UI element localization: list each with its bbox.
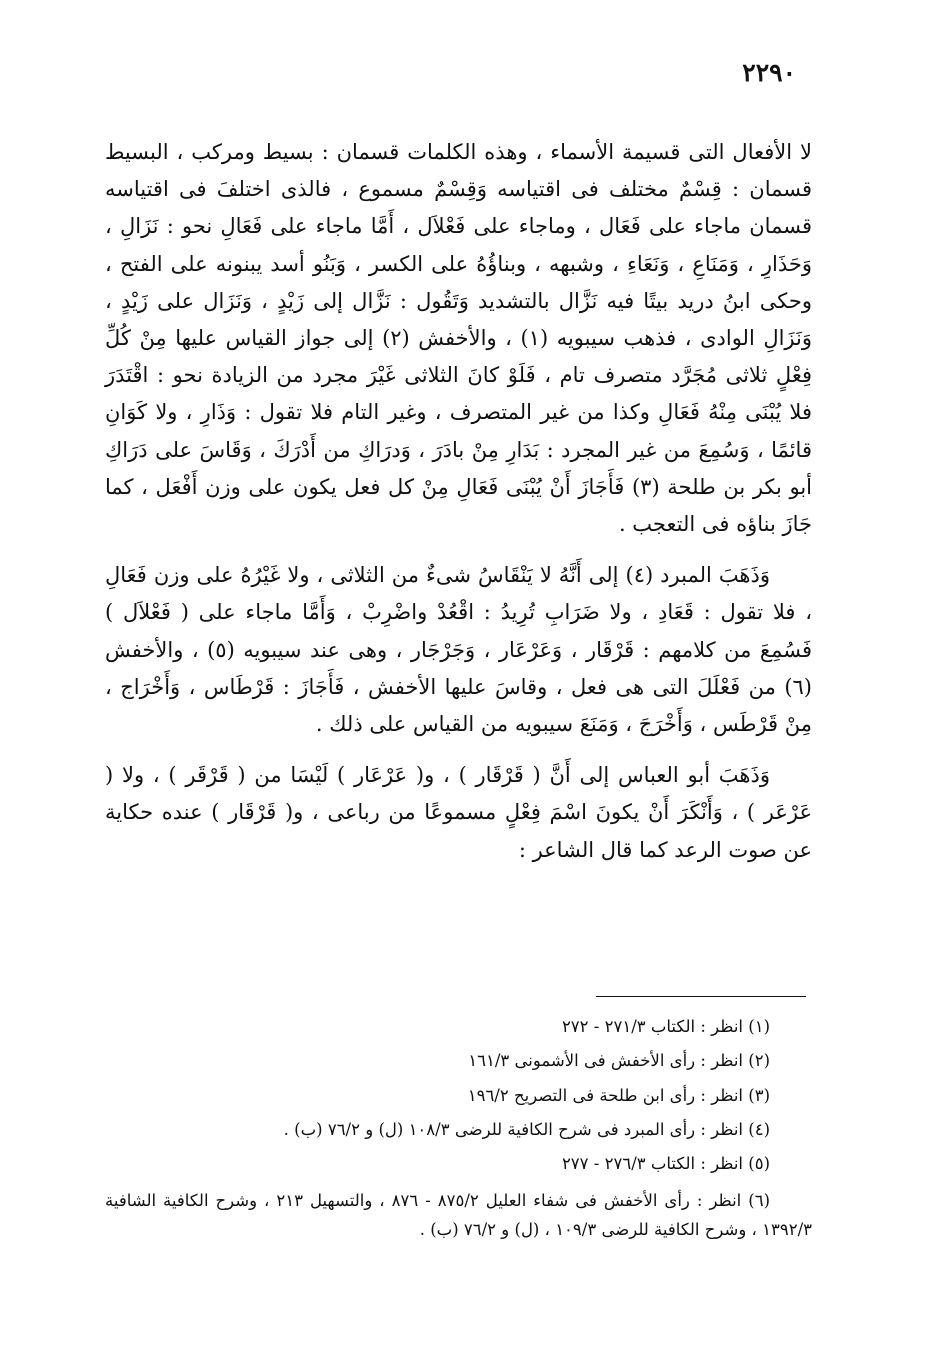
footnote: (١) انظر : الكتاب ٢٧١/٣ - ٢٧٢ (561, 1017, 770, 1036)
footnotes (105, 1010, 812, 1244)
body-paragraph: وَذَهَبَ المبرد (٤) إلى أَنَّهُ لا يَنْقَاسُ شىءٌ من الثلاثى ، ولا غَيْرُهُ على وزن فَعَالِ ، فلا تقول : قَعَادِ ، ولا ضَرَابِ تُرِيدُ : اقْعُدْ واضْرِبْ ، وَأَمَّا ماجاء على ( فَعْلاَل ) فَسُمِعَ من كلامهم : قَرْقَار ، وَعَرْعَار ، وَجَرْجَار ، وهى عند سيبويه (٥) ، والأخفش (٦) من فَعْلَلَ التى هى فعل ، وقاسَ عليها الأخفش ، فَأَجَازَ : قَرْطَاس ، وَأَخْرَاج ، مِنْ قَرْطَس ، وَأَخْرَجَ ، وَمَنَعَ سيبويه من القياس على ذلك . (105, 563, 812, 737)
footnote: (٥) انظر : الكتاب ٢٧٦/٣ - ٢٧٧ (561, 1154, 770, 1174)
body-paragraph: لا الأفعال التى قسيمة الأسماء ، وهذه الكلمات قسمان : بسيط ومركب ، البسيط قسمان : قِسْمٌ مختلف فى اقتياسه وَقِسْمٌ مسموع ، فالذى اختلفَ فى اقتياسه قسمان ماجاء على فَعَال ، وماجاء على فَعْلاَل ، أَمَّا ماجاء على فَعَالِ نحو : نَزَالِ ، وَحَذَارِ ، وَمَنَاعِ ، وَنَعَاءِ ، وشبهه ، وبناؤُهُ على الكسر ، وَبَنُو أسد يبنونه على الفتح ، وحكى ابنُ دريد بيتًا فيه نَزَّال بالتشديد وَتَقُول : نَزَّال إلى زَيْدٍ ، وَنَزَال على زَيْدٍ ، وَنَزَالِ الوادى ، فذهب سيبويه (١) ، والأخفش (٢) إلى جواز القياس عليها مِنْ كُلِّ فِعْلٍ ثلاثى مُجَرَّد متصرف تام ، فَلَوْ كانَ الثلاثى غَيْرَ مجرد من الزيادة نحو : اقْتَدَرَ فلا يُبْنَى مِنْهُ فَعَالِ وكذا من غير المتصرف ، وغير التام فلا تقول : وَذَارِ ، ولا كَوَانِ قائمًا ، وَسُمِعَ من غير المجرد : بَدَارِ مِنْ بادَرَ ، وَدرَاكِ من أَدْرَكَ ، وَقَاسَ على دَرَاكِ أبو بكر بن طلحة (٣) فَأَجَازَ أَنْ يُبْنَى فَعَالِ مِنْ كل فعل يكون على وزن أَفْعَل ، كما جَازَ بناؤه فى التعجب . (105, 140, 813, 537)
footnote: (٤) انظر : رأى المبرد فى شرح الكافية للرضى ١٠٨/٣ (ل) و ٧٦/٢ (ب) . (283, 1119, 770, 1139)
footnote: (٢) انظر : رأى الأخفش فى الأشمونى ١٦١/٣ (468, 1051, 770, 1071)
main-text (105, 134, 812, 869)
footnote: (٦) انظر : رأى الأخفش فى شفاء العليل ٨٧٥/٢ - ٨٧٦ ، والتسهيل ٢١٣ ، وشرح الكافية الشافية ١٣٩٢/٣ ، وشرح الكافية للرضى ١٠٩/٣ ، (ل) و ٧٦/٢ (ب) . (105, 1191, 812, 1240)
footnote-separator (596, 996, 806, 997)
body-paragraph: وَذَهَبَ أبو العباس إلى أَنَّ ( قَرْقَار ) ، و( عَرْعَار ) لَيْسَا من ( قَرْقَر ) ، ولا ( عَرْعَر ) ، وَأَنْكَرَ أَنْ يكونَ اسْمَ فِعْلٍ مسموعًا من رباعى ، و( قَرْقَار ) عنده حكاية عن صوت الرعد كما قال الشاعر : (105, 763, 812, 862)
page-number: ٢٢٩٠ (742, 58, 796, 87)
footnote: (٣) انظر : رأى ابن طلحة فى التصريح ١٩٦/٢ (467, 1085, 770, 1105)
